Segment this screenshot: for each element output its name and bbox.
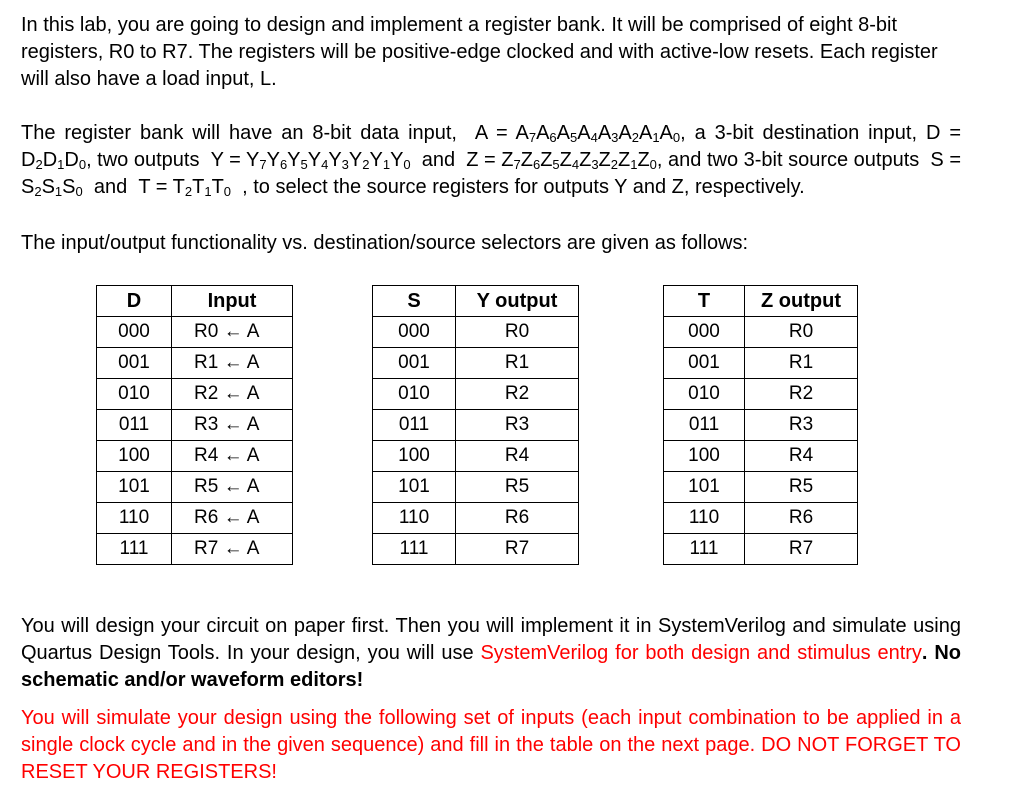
table-row: [373, 441, 579, 472]
table-header-row: [664, 286, 858, 317]
table-cell: 110: [664, 503, 745, 534]
table-row: [373, 472, 579, 503]
table-row: [664, 534, 858, 565]
table-row: [664, 410, 858, 441]
table-cell: 100: [664, 441, 745, 472]
table-row: [373, 503, 579, 534]
column-header: T: [664, 286, 745, 317]
table-cell: R4: [745, 441, 858, 472]
table-cell: R6 ← A: [172, 503, 293, 534]
description-part1: The register bank will have an 8-bit data input,: [21, 122, 457, 144]
table-row: [97, 472, 293, 503]
table-cell: R6: [745, 503, 858, 534]
table-row: [97, 534, 293, 565]
design-paragraph: [21, 613, 961, 694]
table-cell: 100: [373, 441, 456, 472]
table-cell: 101: [97, 472, 172, 503]
table-cell: 010: [664, 379, 745, 410]
table-cell: R4 ← A: [172, 441, 293, 472]
table-cell: R1 ← A: [172, 348, 293, 379]
table-cell: R5 ← A: [172, 472, 293, 503]
bit-sequence: $T_2T_1T_0$: [172, 176, 232, 199]
table-cell: R0: [456, 317, 579, 348]
column-header: Z output: [745, 286, 858, 317]
table-cell: R1: [745, 348, 858, 379]
intro-paragraph: In this lab, you are going to design and implement a register bank. It will be comprised of eight 8-bit registers, R0 to R7. The registers will be positive-edge clocked and with active-low resets. Each register will also have a load input, L.: [21, 14, 938, 90]
table-cell: R3 ← A: [172, 410, 293, 441]
table-cell: R7: [745, 534, 858, 565]
table-row: [373, 379, 579, 410]
table-row: [97, 441, 293, 472]
table-cell: 000: [373, 317, 456, 348]
source-y-table-body: [373, 317, 579, 565]
table-cell: R7 ← A: [172, 534, 293, 565]
table-cell: 010: [373, 379, 456, 410]
y-equation: $Y = Y_7Y_6Y_5Y_4Y_3Y_2Y_1Y_0$: [210, 149, 411, 172]
column-header: Input: [172, 286, 293, 317]
table-cell: 110: [373, 503, 456, 534]
table-row: [97, 348, 293, 379]
table-header-row: [97, 286, 293, 317]
s-equation: $S = S_2S_1S_0$: [21, 149, 961, 199]
bit-sequence: $Y_7Y_6Y_5Y_4Y_3Y_2Y_1Y_0$: [246, 149, 411, 172]
t-equation: $T = T_2T_1T_0$: [138, 176, 232, 199]
table-cell: 110: [97, 503, 172, 534]
table-cell: R4: [456, 441, 579, 472]
table-cell: R3: [456, 410, 579, 441]
bit-sequence: $Z_7Z_6Z_5Z_4Z_3Z_2Z_1Z_0$: [501, 149, 657, 172]
destination-table: [96, 285, 293, 565]
description-paragraph: The register bank will have an 8-bit data input, $A = A_7A_6A_5A_4A_3A_2A_1A_0$, a 3-bit destination input, $D = D_2D_1D_0$, two outputs $Y = Y_7Y_6Y_5Y_4Y_3Y_2Y_1Y_0$ and $Z = Z_7Z_6Z_5Z_4Z_3Z_2Z_1Z_0$, and two 3-bit source outputs $S = S_2S_1S_0$ and $T = T_2T_1T_0$ , to select the source registers for outputs Y and Z, respectively.: [21, 122, 962, 199]
table-cell: R2: [745, 379, 858, 410]
d-equation: $D = D_2D_1D_0$: [21, 122, 962, 172]
table-row: [97, 503, 293, 534]
table-header-row: [373, 286, 579, 317]
table-cell: 011: [664, 410, 745, 441]
design-bold-text: . No schematic and/or waveform editors!: [21, 642, 961, 691]
bit-sequence: $S_2S_1S_0$: [21, 176, 83, 199]
table-cell: R6: [456, 503, 579, 534]
column-header: Y output: [456, 286, 579, 317]
design-text: You will design your circuit on paper first. Then you will implement it in SystemVerilog and simulate using Quartus Design Tools. In your design, you will use: [21, 615, 961, 664]
table-row: [373, 410, 579, 441]
table-row: [664, 348, 858, 379]
table-cell: 011: [373, 410, 456, 441]
table-cell: 001: [373, 348, 456, 379]
table-cell: R1: [456, 348, 579, 379]
table-row: [664, 317, 858, 348]
table-row: [97, 379, 293, 410]
table-cell: R2 ← A: [172, 379, 293, 410]
table-cell: R0: [745, 317, 858, 348]
table-cell: 101: [664, 472, 745, 503]
table-cell: 001: [97, 348, 172, 379]
bit-sequence: $D_2D_1D_0$: [21, 149, 87, 172]
table-cell: R5: [456, 472, 579, 503]
table-cell: 111: [97, 534, 172, 565]
table-row: [97, 410, 293, 441]
table-row: [664, 441, 858, 472]
table-cell: 001: [664, 348, 745, 379]
table-row: [664, 503, 858, 534]
bit-sequence: $A_7A_6A_5A_4A_3A_2A_1A_0$: [515, 122, 681, 145]
functionality-intro: The input/output functionality vs. destination/source selectors are given as follows:: [21, 232, 749, 254]
table-row: [664, 379, 858, 410]
table-cell: 111: [664, 534, 745, 565]
source-z-table-body: [664, 317, 858, 565]
table-cell: R0 ← A: [172, 317, 293, 348]
z-equation: $Z = Z_7Z_6Z_5Z_4Z_3Z_2Z_1Z_0$: [466, 149, 657, 172]
table-cell: 000: [97, 317, 172, 348]
column-header: S: [373, 286, 456, 317]
table-cell: R7: [456, 534, 579, 565]
simulate-paragraph: You will simulate your design using the following set of inputs (each input combination to be applied in a single clock cycle and in the given sequence) and fill in the table on the next page. DO NOT FORGET TO RESET YOUR REGISTERS!: [21, 707, 961, 783]
table-cell: 101: [373, 472, 456, 503]
table-cell: R5: [745, 472, 858, 503]
table-cell: R3: [745, 410, 858, 441]
table-cell: 010: [97, 379, 172, 410]
design-red-text: SystemVerilog for both design and stimulus entry: [480, 642, 922, 664]
table-cell: R2: [456, 379, 579, 410]
table-row: [373, 534, 579, 565]
table-cell: 100: [97, 441, 172, 472]
table-row: [373, 348, 579, 379]
table-cell: 111: [373, 534, 456, 565]
table-row: [97, 317, 293, 348]
column-header: D: [97, 286, 172, 317]
table-row: [373, 317, 579, 348]
destination-table-body: [97, 317, 293, 565]
a-equation: $A = A_7A_6A_5A_4A_3A_2A_1A_0$: [474, 122, 681, 145]
table-row: [664, 472, 858, 503]
source-y-table: [372, 285, 579, 565]
table-cell: 011: [97, 410, 172, 441]
table-cell: 000: [664, 317, 745, 348]
source-z-table: [663, 285, 858, 565]
